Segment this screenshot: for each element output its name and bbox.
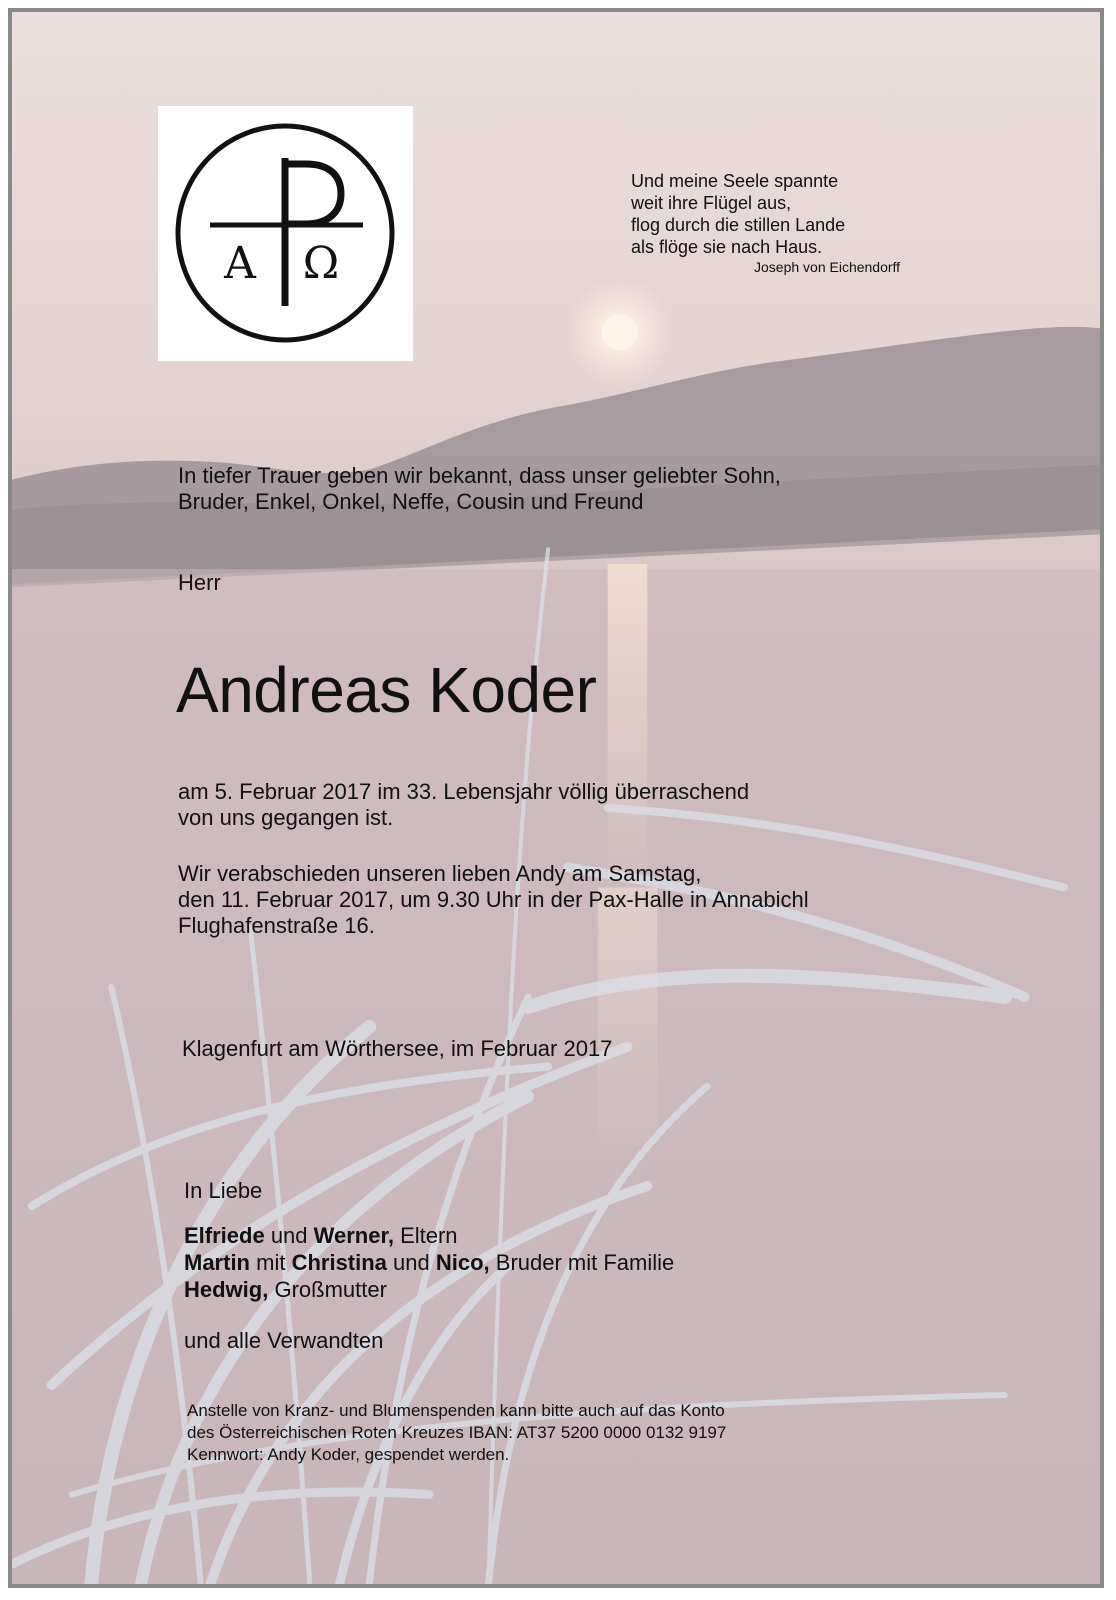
family-parents bbox=[184, 1222, 674, 1249]
conjunction: und bbox=[386, 1250, 436, 1275]
grandmother-name: Hedwig, bbox=[184, 1277, 269, 1302]
brother-name: Martin bbox=[184, 1250, 250, 1275]
conjunction: mit bbox=[250, 1250, 292, 1275]
poem-author: Joseph von Eichendorff bbox=[754, 259, 901, 275]
relation-label: Eltern bbox=[393, 1223, 458, 1248]
poem-line: flog durch die stillen Lande bbox=[631, 215, 846, 235]
omega-letter: Ω bbox=[302, 238, 340, 289]
donation-line: Anstelle von Kranz- und Blumenspenden kann bitte auch auf das Konto bbox=[187, 1401, 725, 1420]
death-notice-line: am 5. Februar 2017 im 33. Lebensjahr völlig überraschend bbox=[178, 779, 750, 804]
family-brother bbox=[184, 1249, 674, 1276]
sister-in-law-name: Christina bbox=[291, 1250, 387, 1275]
donation-line: Kennwort: Andy Koder, gespendet werden. bbox=[187, 1445, 510, 1464]
poem-line: als flöge sie nach Haus. bbox=[631, 237, 823, 257]
poem-quote bbox=[631, 170, 900, 276]
poem-line: weit ihre Flügel aus, bbox=[631, 193, 792, 213]
father-name: Werner, bbox=[313, 1223, 394, 1248]
chi-rho-alpha-omega-icon bbox=[158, 106, 413, 361]
farewell-notice bbox=[178, 861, 809, 939]
intro-line: Bruder, Enkel, Onkel, Neffe, Cousin und Freund bbox=[178, 489, 644, 514]
farewell-line: den 11. Februar 2017, um 9.30 Uhr in der Pax-Halle in Annabichl bbox=[178, 887, 809, 912]
alpha-letter: A bbox=[224, 238, 256, 289]
intro-text bbox=[178, 463, 781, 515]
farewell-line: Flughafenstraße 16. bbox=[178, 913, 375, 938]
family-list bbox=[184, 1222, 674, 1303]
logo-box bbox=[158, 106, 413, 361]
in-love-heading: In Liebe bbox=[184, 1178, 263, 1203]
death-notice bbox=[178, 779, 749, 831]
death-notice-line: von uns gegangen ist. bbox=[178, 805, 394, 830]
nephew-name: Nico, bbox=[435, 1250, 490, 1275]
intro-line: In tiefer Trauer geben wir bekannt, dass unser geliebter Sohn, bbox=[178, 463, 781, 488]
donation-line: des Österreichischen Roten Kreuzes IBAN: AT37 5200 0000 0132 9197 bbox=[187, 1423, 727, 1442]
relatives-line: und alle Verwandten bbox=[184, 1328, 384, 1353]
relation-label: Großmutter bbox=[268, 1277, 387, 1302]
conjunction: und bbox=[264, 1223, 314, 1248]
family-grandmother bbox=[184, 1276, 674, 1303]
mother-name: Elfriede bbox=[184, 1223, 265, 1248]
relation-label: Bruder mit Familie bbox=[489, 1250, 675, 1275]
poem-line: Und meine Seele spannte bbox=[631, 171, 839, 191]
deceased-name: Andreas Koder bbox=[176, 654, 597, 726]
farewell-line: Wir verabschieden unseren lieben Andy am Samstag, bbox=[178, 861, 702, 886]
place-date: Klagenfurt am Wörthersee, im Februar 2017 bbox=[182, 1036, 613, 1061]
salutation: Herr bbox=[178, 570, 221, 595]
donation-notice bbox=[187, 1400, 726, 1466]
